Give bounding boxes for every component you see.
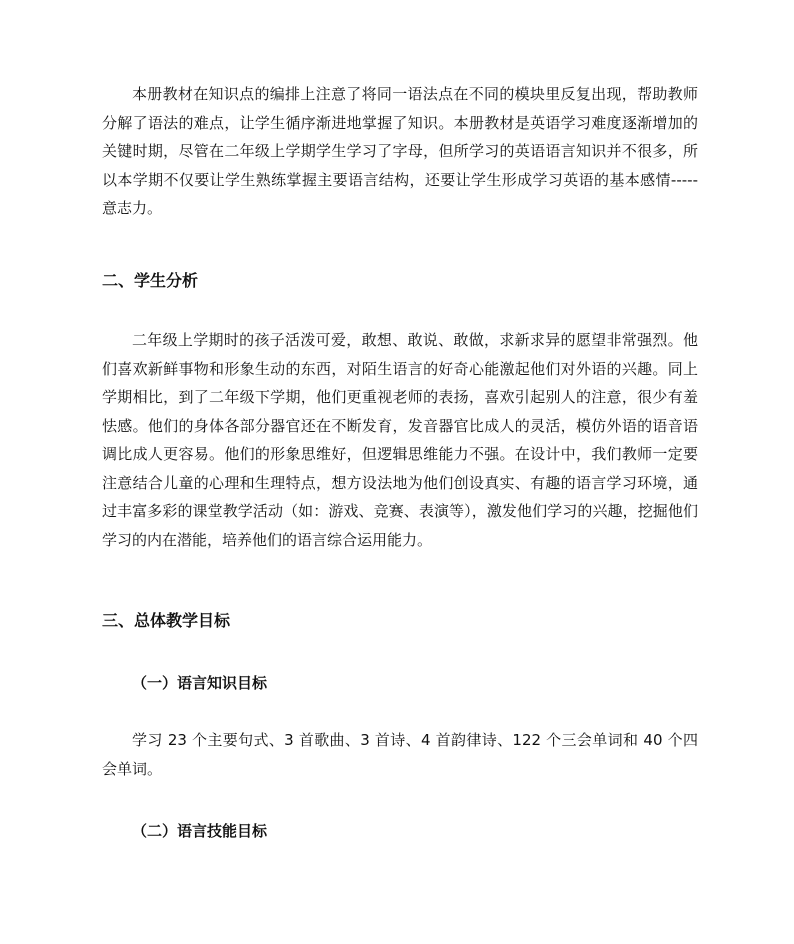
paragraph-intro: 本册教材在知识点的编排上注意了将同一语法点在不同的模块里反复出现，帮助教师分解了语法的难点，让学生循序渐进地掌握了知识。本册教材是英语学习难度逐渐增加的关键时期，尽管在二年级上学期学生学习了字母，但所学习的英语语言知识并不很多，所以本学期不仅要让学生熟练掌握主要语言结构，还要让学生形成学习英语的基本感情-----意志力。 (102, 85, 698, 217)
subheading-skill-goals: （二）语言技能目标 (132, 822, 268, 840)
section-heading-student-analysis: 二、学生分析 (102, 271, 199, 290)
section-heading-teaching-goals: 三、总体教学目标 (102, 611, 231, 630)
subheading-knowledge-goals: （一）语言知识目标 (132, 674, 268, 692)
paragraph-student-analysis: 二年级上学期时的孩子活泼可爱，敢想、敢说、敢做，求新求异的愿望非常强烈。他们喜欢新鲜事物和形象生动的东西，对陌生语言的好奇心能激起他们对外语的兴趣。同上学期相比，到了二年级下学期，他们更重视老师的表扬，喜欢引起别人的注意，很少有羞怯感。他们的身体各部分器官还在不断发育，发音器官比成人的灵活，模仿外语的语音语调比成人更容易。他们的形象思维好，但逻辑思维能力不强。在设计中，我们教师一定要注意结合儿童的心理和生理特点，想方设法地为他们创设真实、有趣的语言学习环境，通过丰富多彩的课堂教学活动（如：游戏、竞赛、表演等），激发他们学习的兴趣，挖掘他们学习的内在潜能，培养他们的语言综合运用能力。 (102, 331, 698, 549)
paragraph-knowledge-goals: 学习 23 个主要句式、3 首歌曲、3 首诗、4 首韵律诗、122 个三会单词和 40 个四会单词。 (102, 731, 698, 778)
